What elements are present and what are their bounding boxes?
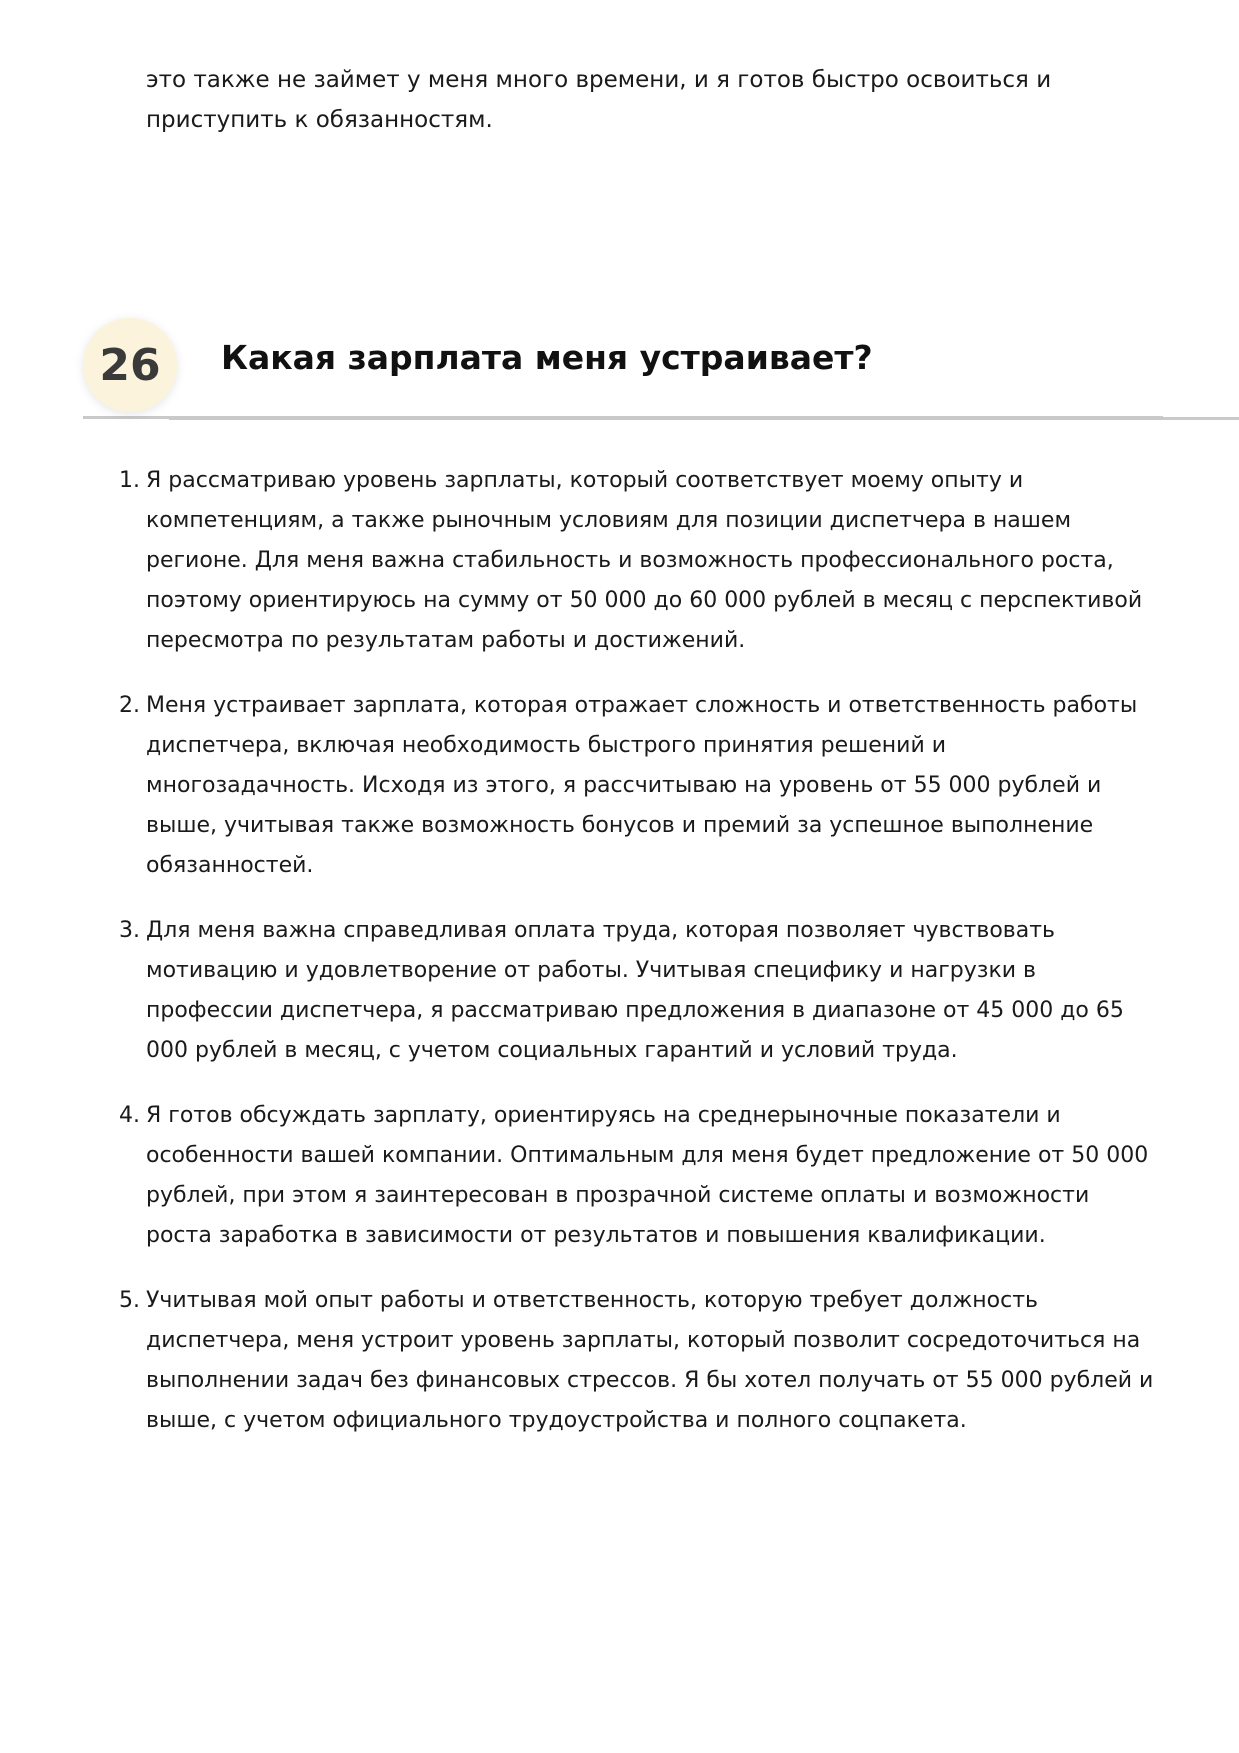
answer-number: 5. (119, 1288, 140, 1313)
section-header (83, 316, 1163, 420)
answer-text: Учитывая мой опыт работы и ответственность, которую требует должность диспетчера, меня устроит уровень зарплаты, который позволит сосредоточиться на выполнении задач без финансовых стрессов. Я бы хотел получать от 55 000 рублей и выше, с учетом официального трудоустройства и полного соцпакета. (146, 1288, 1154, 1433)
question-number-badge: 26 (83, 318, 177, 412)
answer-item-1 (119, 461, 1156, 661)
section-divider (83, 416, 1163, 419)
section-title: Какая зарплата меня устраивает? (221, 338, 873, 377)
answer-number: 3. (119, 918, 140, 943)
answer-item-3 (119, 911, 1156, 1071)
answer-text: Меня устраивает зарплата, которая отражает сложность и ответственность работы диспетчера, включая необходимость быстрого принятия решений и многозадачность. Исходя из этого, я рассчитываю на уровень от 55 000 рублей и выше, учитывая также возможность бонусов и премий за успешное выполнение обязанностей. (146, 693, 1138, 878)
intro-paragraph: это также не займет у меня много времени, и я готов быстро освоиться и приступить к обязанностям. (146, 67, 1052, 133)
answer-item-4 (119, 1096, 1156, 1256)
answer-text: Для меня важна справедливая оплата труда, которая позволяет чувствовать мотивацию и удовлетворение от работы. Учитывая специфику и нагрузки в профессии диспетчера, я рассматриваю предложения в диапазоне от 45 000 до 65 000 рублей в месяц, с учетом социальных гарантий и условий труда. (146, 918, 1124, 1063)
answer-number: 2. (119, 693, 140, 718)
answers-list (119, 461, 1156, 1466)
answer-text: Я готов обсуждать зарплату, ориентируясь на среднерыночные показатели и особенности вашей компании. Оптимальным для меня будет предложение от 50 000 рублей, при этом я заинтересован в прозрачной системе оплаты и возможности роста заработка в зависимости от результатов и повышения квалификации. (146, 1103, 1149, 1248)
answer-item-5 (119, 1281, 1156, 1441)
answer-text: Я рассматриваю уровень зарплаты, который соответствует моему опыту и компетенциям, а также рыночным условиям для позиции диспетчера в нашем регионе. Для меня важна стабильность и возможность профессионального роста, поэтому ориентируюсь на сумму от 50 000 до 60 000 рублей в месяц с перспективой пересмотра по результатам работы и достижений. (146, 468, 1143, 653)
answer-number: 4. (119, 1103, 140, 1128)
answer-number: 1. (119, 468, 140, 493)
answer-item-2 (119, 686, 1156, 886)
